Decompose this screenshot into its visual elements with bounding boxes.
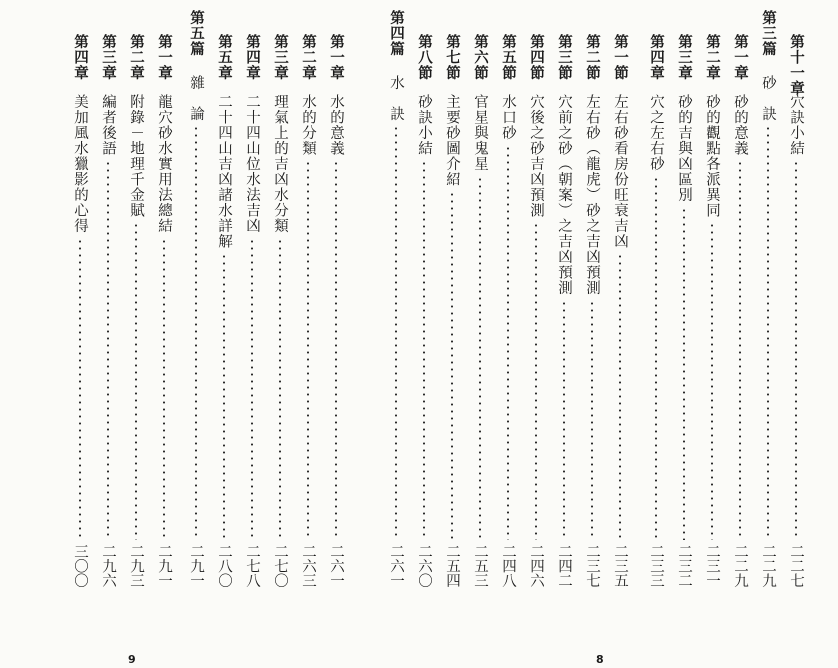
entry-page-number: 二四二 (556, 543, 572, 587)
entry-page-number: 二六三 (300, 543, 316, 587)
entry-title: 穴之左右砂 (648, 94, 664, 172)
chapter-label: 第一節 (612, 34, 629, 81)
dot-leader (306, 160, 310, 540)
entry-title: 砂的觀點各派異同 (704, 94, 720, 218)
chapter-label: 第一章 (156, 34, 173, 81)
entry-title: 主要砂圖介紹 (444, 94, 460, 187)
toc-entry (266, 0, 294, 668)
right-page-number: 8 (596, 653, 604, 666)
entry-page-number: 二七〇 (272, 543, 288, 587)
dot-leader (710, 222, 714, 540)
dot-leader (134, 222, 138, 540)
toc-entry (94, 0, 122, 668)
entry-title: 砂的意義 (732, 94, 748, 156)
chapter-label: 第二章 (300, 34, 317, 81)
chapter-label: 第二章 (128, 34, 145, 81)
entry-page-number: 二九三 (128, 543, 144, 587)
entry-title: 二十四山位水法吉凶 (244, 94, 260, 234)
dot-leader (162, 238, 166, 540)
dot-leader (394, 125, 398, 540)
entry-page-number: 二二九 (732, 543, 748, 587)
toc-entry (122, 0, 150, 668)
chapter-label: 第三章 (272, 34, 289, 81)
entry-title: 二十四山吉凶諸水詳解 (216, 94, 232, 249)
entry-page-number: 二三三 (648, 543, 664, 587)
chapter-label: 第四節 (528, 34, 545, 81)
toc-entry (606, 0, 634, 668)
entry-page-number: 二三二 (676, 543, 692, 587)
toc-entry (578, 0, 606, 668)
dot-leader (422, 160, 426, 540)
dot-leader (78, 238, 82, 540)
toc-entry (150, 0, 178, 668)
toc-entry (438, 0, 466, 668)
chapter-label: 第十一章 (788, 34, 805, 96)
chapter-label: 第五章 (216, 34, 233, 81)
toc-entry (670, 0, 698, 668)
chapter-label: 第二節 (584, 34, 601, 81)
entry-title: 水的意義 (328, 94, 344, 156)
chapter-label: 第三章 (100, 34, 117, 81)
entry-page-number: 二二七 (788, 543, 804, 587)
toc-entry (726, 0, 754, 668)
chapter-label: 第六節 (472, 34, 489, 81)
toc-part-entry (382, 0, 410, 668)
dot-leader (654, 176, 658, 540)
toc-entry (66, 0, 94, 668)
entry-title: 穴後之砂吉凶預測 (528, 94, 544, 218)
chapter-label: 第八節 (416, 34, 433, 81)
dot-leader (562, 300, 566, 540)
toc-entry (782, 0, 810, 668)
toc-entry (210, 0, 238, 668)
toc-entry (466, 0, 494, 668)
dot-leader (590, 300, 594, 540)
chapter-label: 第三章 (676, 34, 693, 81)
entry-page-number: 二六〇 (416, 543, 432, 587)
entry-page-number: 二九一 (188, 543, 204, 587)
toc-entry (322, 0, 350, 668)
entry-page-number: 二五三 (472, 543, 488, 587)
entry-title: 左右砂（龍虎）砂之吉凶預測 (584, 94, 600, 296)
dot-leader (250, 238, 254, 540)
part-label: 第三篇 (760, 10, 777, 57)
dot-leader (506, 145, 510, 540)
toc-part-entry (182, 0, 210, 668)
entry-page-number: 二五四 (444, 543, 460, 587)
entry-title: 龍穴砂水實用法總結 (156, 94, 172, 234)
entry-page-number: 二六一 (328, 543, 344, 587)
chapter-label: 第一章 (328, 34, 345, 81)
chapter-label: 第四章 (648, 34, 665, 81)
toc-entry (494, 0, 522, 668)
toc-entry (410, 0, 438, 668)
entry-title: 官星與鬼星 (472, 94, 488, 172)
chapter-label: 第四章 (72, 34, 89, 81)
dot-leader (794, 160, 798, 540)
toc-entry (294, 0, 322, 668)
dot-leader (278, 238, 282, 540)
entry-title: 砂訣小結 (416, 94, 432, 156)
dot-leader (194, 125, 198, 540)
entry-page-number: 二三五 (612, 543, 628, 587)
entry-page-number: 二三一 (704, 543, 720, 587)
dot-leader (334, 160, 338, 540)
entry-title: 穴前之砂（朝案）之吉凶預測 (556, 94, 572, 296)
chapter-label: 第三節 (556, 34, 573, 81)
entry-page-number: 二四八 (500, 543, 516, 587)
left-page-number: 9 (128, 653, 136, 666)
entry-title: 左右砂看房份旺衰吉凶 (612, 94, 628, 249)
chapter-label: 第七節 (444, 34, 461, 81)
entry-title: 美加風水獵影的心得 (72, 94, 88, 234)
toc-entry (550, 0, 578, 668)
entry-page-number: 二九一 (156, 543, 172, 587)
entry-page-number: 二四六 (528, 543, 544, 587)
entry-page-number: 三〇〇 (72, 543, 88, 587)
entry-title: 理氣上的吉凶水分類 (272, 94, 288, 234)
chapter-label: 第四章 (244, 34, 261, 81)
entry-title: 穴訣小結 (788, 94, 804, 156)
entry-page-number: 二六一 (388, 543, 404, 587)
dot-leader (106, 160, 110, 540)
dot-leader (450, 191, 454, 540)
entry-page-number: 二七八 (244, 543, 260, 587)
dot-leader (738, 160, 742, 540)
toc-entry (522, 0, 550, 668)
entry-title: 雜 論 (188, 74, 204, 121)
dot-leader (478, 176, 482, 540)
part-label: 第四篇 (388, 10, 405, 57)
entry-title: 水口砂 (500, 94, 516, 141)
entry-title: 編者後語 (100, 94, 116, 156)
toc-entry (698, 0, 726, 668)
dot-leader (766, 125, 770, 540)
toc-entry (642, 0, 670, 668)
entry-title: 水 訣 (388, 74, 404, 121)
entry-page-number: 二八〇 (216, 543, 232, 587)
chapter-label: 第二章 (704, 34, 721, 81)
entry-title: 附錄－地理千金賦 (128, 94, 144, 218)
entry-page-number: 二二九 (760, 543, 776, 587)
entry-page-number: 二九六 (100, 543, 116, 587)
entry-page-number: 二三七 (584, 543, 600, 587)
part-label: 第五篇 (188, 10, 205, 57)
dot-leader (618, 253, 622, 540)
chapter-label: 第五節 (500, 34, 517, 81)
entry-title: 水的分類 (300, 94, 316, 156)
entry-title: 砂的吉與凶區別 (676, 94, 692, 203)
dot-leader (682, 207, 686, 540)
dot-leader (534, 222, 538, 540)
dot-leader (222, 253, 226, 540)
chapter-label: 第一章 (732, 34, 749, 81)
toc-part-entry (754, 0, 782, 668)
toc-entry (238, 0, 266, 668)
entry-title: 砂 訣 (760, 74, 776, 121)
